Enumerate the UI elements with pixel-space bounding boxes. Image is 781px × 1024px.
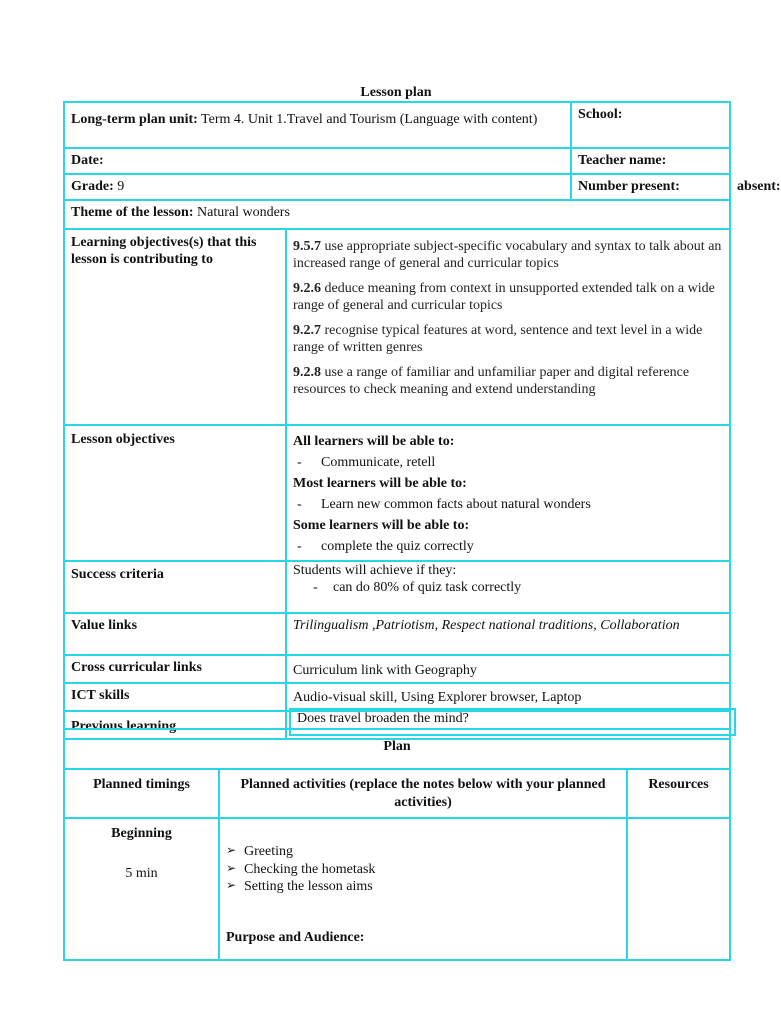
theme-label: Theme of the lesson:: [71, 204, 194, 220]
value-links-row: [64, 613, 730, 655]
lesson-objectives-label: Lesson objectives: [71, 431, 175, 447]
objective-text: recognise typical features at word, sentence and text level in a wide range of written genres: [293, 322, 703, 355]
lesson-objectives-content: [286, 425, 730, 561]
objective-text: use a range of familiar and unfamiliar paper and digital reference resources to check meaning and extend understanding: [293, 364, 690, 397]
grade-cell: [64, 174, 571, 200]
dash-bullet: -: [297, 538, 302, 554]
most-learners-item: [293, 494, 723, 515]
most-learners-text: Learn new common facts about natural wonders: [321, 496, 591, 512]
document-title: Lesson plan: [360, 85, 432, 100]
learning-objectives-label-cell: [64, 229, 286, 425]
activity-item: [226, 843, 620, 861]
stage-resources-cell: [627, 818, 730, 960]
grade-row: [64, 174, 730, 200]
plan-title-row: [64, 729, 730, 769]
cross-curricular-row: [64, 655, 730, 684]
learning-objectives-row: [64, 229, 730, 425]
dash-bullet: -: [297, 454, 302, 470]
date-row: [64, 148, 730, 174]
objective-item: [293, 364, 723, 399]
grade-label: Grade:: [71, 179, 114, 194]
activity-item: [226, 861, 620, 879]
some-learners-item: [293, 536, 723, 557]
success-criteria-intro: Students will achieve if they:: [293, 562, 457, 578]
dash-bullet: -: [297, 496, 302, 512]
lesson-objectives-row: [64, 425, 730, 561]
success-criteria-text: can do 80% of quiz task correctly: [333, 580, 522, 595]
objective-text: use appropriate subject-specific vocabulary and syntax to talk about an increased range of general and curricular topics: [293, 238, 722, 271]
col-planned-activities: Planned activities (replace the notes below with your planned activities): [219, 769, 627, 818]
arrow-bullet-icon: ➢: [226, 878, 237, 892]
date-label: Date:: [71, 153, 104, 168]
teacher-cell: [571, 148, 730, 174]
value-links-label-cell: [64, 613, 286, 655]
theme-row: [64, 200, 730, 229]
previous-learning-value: Does travel broaden the mind?: [297, 710, 469, 726]
learning-objectives-list: [286, 229, 730, 425]
dash-bullet: -: [313, 580, 318, 595]
activity-list: [226, 843, 620, 896]
all-learners-heading: All learners will be able to:: [293, 433, 455, 449]
grade-value: 9: [113, 179, 125, 194]
cross-curricular-value: Curriculum link with Geography: [286, 655, 730, 684]
absent-label: absent:: [737, 179, 781, 194]
some-learners-text: complete the quiz correctly: [321, 538, 474, 554]
long-term-value: Term 4. Unit 1.Travel and Tourism (Language with content): [197, 112, 538, 127]
plan-title: Plan: [64, 729, 730, 769]
theme-value: Natural wonders: [193, 204, 290, 220]
stage-activities-cell: [219, 818, 627, 960]
objective-code: 9.2.8: [293, 364, 321, 380]
activity-item: [226, 878, 620, 896]
stage-timing-cell: [64, 818, 219, 960]
objective-item: [293, 238, 723, 273]
school-cell: [571, 102, 730, 148]
school-label: School:: [578, 107, 623, 122]
long-term-label: Long-term plan unit:: [71, 112, 198, 127]
objective-item: [293, 280, 723, 315]
theme-cell: [64, 200, 730, 229]
success-criteria-label-cell: [64, 561, 286, 613]
cross-curricular-label: Cross curricular links: [71, 659, 202, 675]
learning-objectives-label: Learning objectives(s) that this lesson is contributing to: [71, 234, 257, 267]
cross-curricular-label-cell: [64, 655, 286, 684]
objective-code: 9.5.7: [293, 238, 321, 254]
ict-row: [64, 683, 730, 711]
number-present-cell: [571, 174, 730, 200]
success-criteria-item: [293, 579, 723, 597]
lesson-objectives-label-cell: [64, 425, 286, 561]
long-term-row: [64, 102, 730, 148]
value-links-value: Trilingualism ,Patriotism, Respect national traditions, Collaboration: [286, 613, 730, 655]
plan-stage-row: [64, 818, 730, 960]
ict-label-cell: [64, 683, 286, 711]
plan-header-row: [64, 769, 730, 818]
activity-text: Greeting: [244, 844, 293, 859]
objective-code: 9.2.6: [293, 280, 321, 296]
ict-label: ICT skills: [71, 688, 130, 703]
most-learners-heading: Most learners will be able to:: [293, 475, 467, 491]
some-learners-heading: Some learners will be able to:: [293, 517, 470, 533]
success-criteria-row: [64, 561, 730, 613]
objective-code: 9.2.7: [293, 322, 321, 338]
stage-time: 5 min: [125, 865, 158, 881]
arrow-bullet-icon: ➢: [226, 860, 237, 875]
value-links-label: Value links: [71, 617, 138, 633]
teacher-label: Teacher name:: [578, 153, 667, 168]
stage-label: Beginning: [111, 826, 172, 841]
activity-text: Setting the lesson aims: [244, 879, 373, 894]
activity-text: Checking the hometask: [244, 861, 376, 877]
all-learners-text: Communicate, retell: [321, 454, 436, 470]
success-criteria-label: Success criteria: [71, 566, 164, 582]
col-planned-timings: Planned timings: [64, 769, 219, 818]
success-criteria-content: [286, 561, 730, 613]
objective-item: [293, 322, 723, 357]
ict-value: Audio-visual skill, Using Explorer browser, Laptop: [286, 683, 730, 711]
plan-table: [63, 728, 731, 961]
lesson-plan-header-table: [63, 101, 781, 740]
previous-learning-label: Previous learning: [71, 718, 177, 734]
arrow-bullet-icon: ➢: [226, 843, 237, 857]
long-term-cell: [64, 102, 571, 148]
all-learners-item: [293, 452, 723, 473]
objective-text: deduce meaning from context in unsupported extended talk on a wide range of general and curricular topics: [293, 280, 715, 313]
col-resources: Resources: [627, 769, 730, 818]
purpose-audience-label: Purpose and Audience:: [226, 929, 365, 945]
date-cell: [64, 148, 571, 174]
number-present-label: Number present:: [578, 179, 680, 194]
